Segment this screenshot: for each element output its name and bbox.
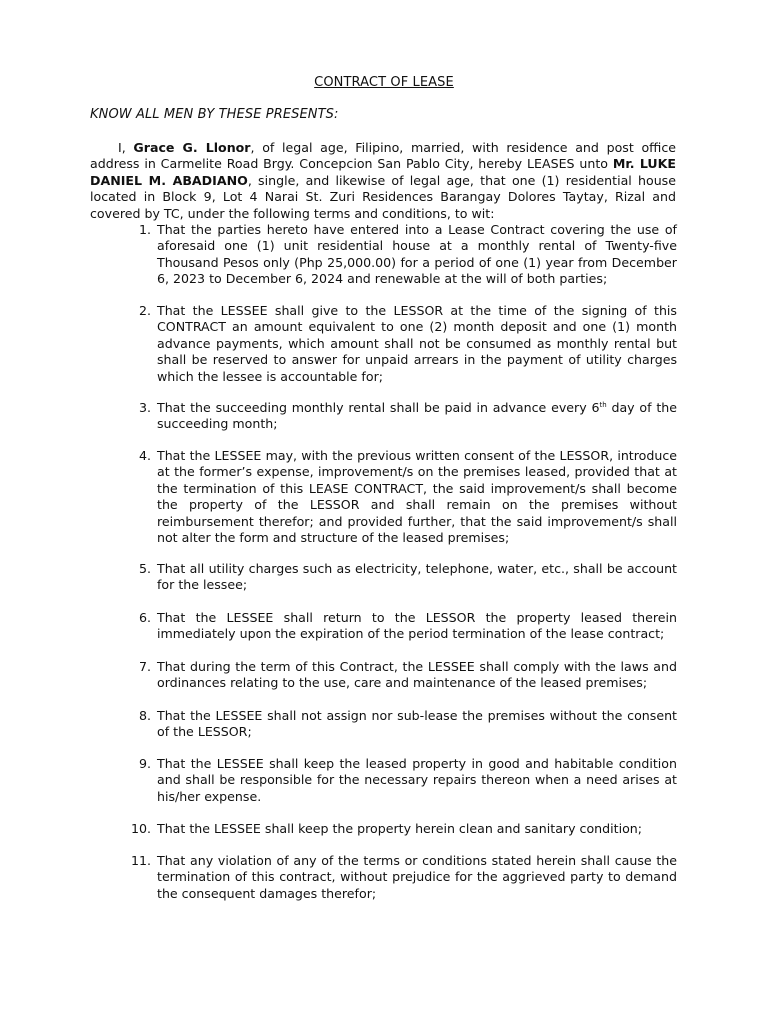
clause-7 xyxy=(138,659,677,692)
clause-text: That the LESSEE may, with the previous written consent of the LESSOR, introduce at the former’s expense, improvement/s on the premises leased, provided that at the termination of this LEASE CONTRACT, the said improvement/s shall become the property of the LESSOR and shall remain on the premises without reimbursement therefor; and provided further, that the said improvement/s shall not alter the form and structure of the leased premises; xyxy=(157,448,677,546)
intro-paragraph xyxy=(90,140,676,222)
clause-8 xyxy=(138,708,677,741)
clause-text: That any violation of any of the terms or conditions stated herein shall cause the termination of this contract, without prejudice for the aggrieved party to demand the consequent damages therefor; xyxy=(157,853,677,901)
lessee-name: Mr. LUKE DANIEL M. ABADIANO xyxy=(90,156,676,188)
intro-text-2: , of legal age, Filipino, married, with residence and post office address in Carmelite Road Brgy. Concepcion San Pablo City, hereby LEASES unto xyxy=(90,140,677,172)
document-title: CONTRACT OF LEASE xyxy=(314,75,454,90)
clause-1 xyxy=(138,222,677,288)
intro-text-3: , single, and likewise of legal age, that one (1) residential house located in Block 9, Lot 4 Narai St. Zuri Residences Barangay Dolores Taytay, Rizal and covered by TC, under the following terms and conditions, to wit: xyxy=(90,172,676,221)
ordinal-suffix: th xyxy=(599,401,607,409)
clause-4 xyxy=(138,448,677,546)
clause-9 xyxy=(138,756,677,805)
clause-text: That all utility charges such as electricity, telephone, water, etc., shall be account for the lessee; xyxy=(157,561,677,593)
clause-number: 10. xyxy=(130,821,151,836)
clause-6 xyxy=(138,610,677,643)
clause-10 xyxy=(130,821,677,837)
clause-3 xyxy=(138,400,677,433)
clause-number: 6. xyxy=(138,610,151,625)
clause-number: 4. xyxy=(138,448,151,463)
clause-number: 7. xyxy=(138,659,151,674)
clause-number: 1. xyxy=(138,222,151,237)
clause-text: That the LESSEE shall keep the property herein clean and sanitary condition; xyxy=(157,821,643,836)
clause-number: 8. xyxy=(138,708,151,723)
clause-text: That during the term of this Contract, the LESSEE shall comply with the laws and ordinances relating to the use, care and maintenance of the leased premises; xyxy=(157,659,677,691)
clause-number: 2. xyxy=(138,303,151,318)
clause-text: That the LESSEE shall give to the LESSOR at the time of the signing of this CONTRACT an amount equivalent to one (2) month deposit and one (1) month advance payments, which amount shall not be consumed as monthly rental but shall be reserved to answer for unpaid arrears in the payment of utility charges which the lessee is accountable for; xyxy=(157,303,677,384)
clause-2 xyxy=(138,303,677,385)
preamble: KNOW ALL MEN BY THESE PRESENTS: xyxy=(90,107,339,122)
intro-text-1: I, xyxy=(118,140,134,155)
clause-number: 9. xyxy=(138,756,151,771)
clause-text-before: That the succeeding monthly rental shall be paid in advance every 6 xyxy=(157,400,600,415)
clause-text: That the LESSEE shall return to the LESSOR the property leased therein immediately upon the expiration of the period termination of the lease contract; xyxy=(157,610,677,642)
clause-number: 3. xyxy=(138,400,151,415)
clause-11 xyxy=(130,853,677,902)
clause-text: That the parties hereto have entered into a Lease Contract covering the use of aforesaid one (1) unit residential house at a monthly rental of Twenty-five Thousand Pesos only (Php 25,000.00) for a period of one (1) year from December 6, 2023 to December 6, 2024 and renewable at the will of both parties; xyxy=(157,222,677,287)
clause-number: 11. xyxy=(130,853,151,868)
clause-text: That the LESSEE shall keep the leased property in good and habitable condition and shall be responsible for the necessary repairs thereon when a need arises at his/her expense. xyxy=(157,756,677,804)
clause-number: 5. xyxy=(138,561,151,576)
clause-5 xyxy=(138,561,677,594)
clause-text-after: day of the succeeding month; xyxy=(157,400,677,432)
clause-text: That the LESSEE shall not assign nor sub-lease the premises without the consent of the LESSOR; xyxy=(157,708,677,740)
lessor-name: Grace G. Llonor xyxy=(133,140,251,155)
